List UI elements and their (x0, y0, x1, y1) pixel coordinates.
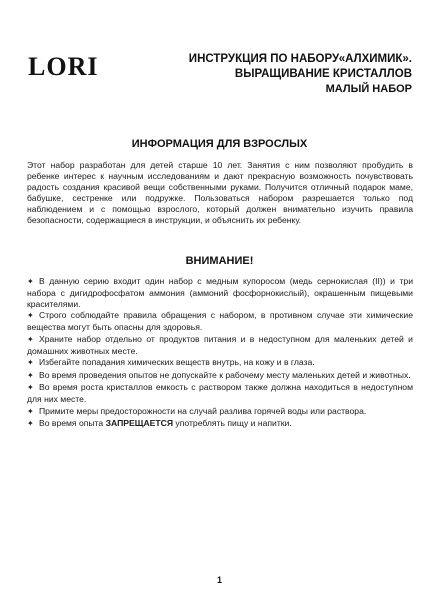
star-bullet-icon: ✦ (27, 311, 34, 321)
warning-item-text: Во время роста кристаллов емкость с раствором также должна находиться в недоступном для них месте. (27, 382, 413, 405)
warning-item (27, 276, 413, 310)
warning-list (27, 276, 413, 431)
warning-item (27, 370, 413, 382)
header-title-line-1: ИНСТРУКЦИЯ ПО НАБОРУ«АЛХИМИК». (188, 53, 412, 65)
warning-item-suffix: употреблять пищу и напитки. (173, 418, 292, 429)
forbidden-emphasis: ЗАПРЕЩАЕТСЯ (105, 418, 174, 429)
warning-item (27, 334, 413, 357)
warning-item-text: Строго соблюдайте правила обращения с набором, в противном случае эти химические вещества могут быть опасны для здоровья. (27, 310, 413, 333)
warning-item-text: В данную серию входит один набор с медным купоросом (медь сернокислая (II)) и три набора с дигидрофосфатом аммония (аммоний фосфорнокислый), окрашенным пищевыми красителями. (27, 276, 413, 309)
star-bullet-icon: ✦ (27, 370, 34, 380)
page-number: 1 (216, 575, 222, 585)
warning-item-text: Во время проведения опытов не допускайте к рабочему месту маленьких детей и животных. (39, 369, 411, 380)
document-header (122, 52, 412, 97)
star-bullet-icon: ✦ (27, 383, 34, 393)
warning-heading: ВНИМАНИЕ! (185, 255, 254, 267)
star-bullet-icon: ✦ (27, 358, 34, 368)
warning-item (27, 357, 413, 369)
header-subtitle: МАЛЫЙ НАБОР (325, 83, 412, 95)
brand-logo: LORI (28, 52, 99, 81)
warning-item-text: Примите меры предосторожности на случай разлива горячей воды или раствора. (39, 405, 367, 416)
star-bullet-icon: ✦ (27, 406, 34, 416)
warning-item (27, 406, 413, 418)
header-title-line-2: ВЫРАЩИВАНИЕ КРИСТАЛЛОВ (234, 68, 412, 80)
warning-item (27, 418, 413, 430)
warning-item (27, 382, 413, 405)
warning-item (27, 310, 413, 333)
star-bullet-icon: ✦ (27, 334, 34, 344)
star-bullet-icon: ✦ (27, 277, 34, 286)
info-heading: ИНФОРМАЦИЯ ДЛЯ ВЗРОСЛЫХ (131, 138, 308, 150)
warning-item-text: Избегайте попадания химических веществ внутрь, на кожу и в глаза. (39, 357, 315, 368)
info-paragraph: Этот набор разработан для детей старше 10 лет. Занятия с ним позволяют пробудить в ребенке интерес к научным исследованиям и дают прекрасную возможность почувствовать радость создания красивой вещи собственными руками. Получится отличный подарок маме, бабушке, сестренке или подружке. Пользоваться набором разрешается только под наблюдением и с помощью взрослого, который должен внимательно изучить правила безопасности, содержащиеся в инструкции, и объяснить их ребенку. (27, 160, 413, 225)
warning-item-prefix: Во время опыта (39, 418, 106, 429)
warning-item-text: Храните набор отдельно от продуктов питания и в недоступном для маленьких детей и домашних животных месте. (27, 333, 413, 356)
star-bullet-icon: ✦ (27, 419, 34, 429)
